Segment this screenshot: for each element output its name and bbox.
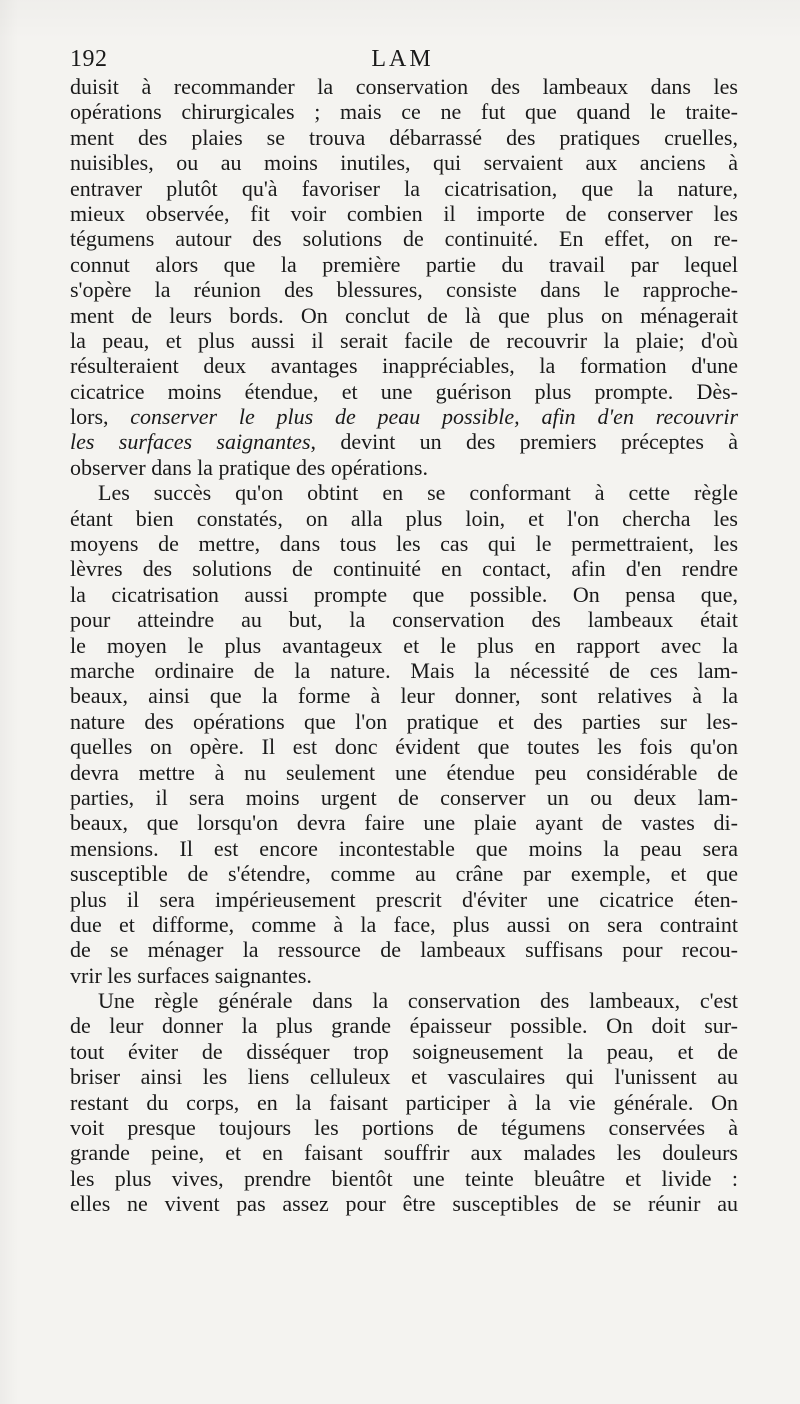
text-line bbox=[70, 633, 738, 658]
text-line bbox=[70, 303, 738, 328]
text-run: beaux, ainsi que la forme à leur donner, sont relatives à la bbox=[70, 683, 738, 709]
text-run: les plus vives, prendre bientôt une teinte bleuâtre et livide : bbox=[70, 1165, 738, 1191]
running-title: LAM bbox=[371, 46, 434, 72]
text-line bbox=[70, 252, 738, 277]
text-run: plus il sera impérieusement prescrit d'éviter une cicatrice éten- bbox=[70, 886, 738, 912]
text-run: elles ne vivent pas assez pour être susceptibles de se réunir au bbox=[70, 1191, 738, 1217]
text-run: opérations chirurgicales ; mais ce ne fut que quand le traite- bbox=[70, 99, 738, 125]
text-line bbox=[70, 353, 738, 378]
text-run: entraver plutôt qu'à favoriser la cicatrisation, que la nature, bbox=[70, 175, 738, 201]
text-run: parties, il sera moins urgent de conserver un ou deux lam- bbox=[70, 784, 738, 810]
page-number: 192 bbox=[70, 46, 108, 72]
text-run: vrir les surfaces saignantes. bbox=[70, 962, 312, 988]
text-line bbox=[70, 150, 738, 175]
text-line bbox=[70, 277, 738, 302]
text-line bbox=[70, 480, 738, 505]
text-line bbox=[70, 99, 738, 124]
text-run: nature des opérations que l'on pratique et des parties sur les- bbox=[70, 708, 738, 734]
text-run: voit presque toujours les portions de tégumens conservées à bbox=[70, 1115, 738, 1141]
text-run: Les succès qu'on obtint en se conformant à cette règle bbox=[98, 480, 738, 506]
text-line bbox=[70, 455, 738, 480]
text-run: restant du corps, en la faisant participer à la vie générale. On bbox=[70, 1089, 738, 1115]
text-line bbox=[70, 963, 738, 988]
text-run: devra mettre à nu seulement une étendue peu considérable de bbox=[70, 759, 738, 785]
text-line bbox=[70, 988, 738, 1013]
text-run: lors, bbox=[70, 404, 131, 430]
text-line bbox=[70, 709, 738, 734]
text-line bbox=[70, 1064, 738, 1089]
text-run: grande peine, et en faisant souffrir aux malades les douleurs bbox=[70, 1140, 738, 1166]
text-line bbox=[70, 556, 738, 581]
text-run: étant bien constatés, on alla plus loin, et l'on chercha les bbox=[70, 505, 738, 531]
text-line bbox=[70, 607, 738, 632]
text-line bbox=[70, 125, 738, 150]
text-line bbox=[70, 861, 738, 886]
text-run: observer dans la pratique des opérations. bbox=[70, 454, 428, 480]
text-line bbox=[70, 760, 738, 785]
text-line bbox=[70, 506, 738, 531]
text-run: la peau, et plus aussi il serait facile de recouvrir la plaie; d'où bbox=[70, 327, 738, 353]
italic-text-run: les surfaces saignantes bbox=[70, 429, 311, 455]
text-line bbox=[70, 1039, 738, 1064]
text-line bbox=[70, 1191, 738, 1216]
italic-text-run: conserver le plus de peau possible, afin d'en recouvrir bbox=[130, 404, 739, 430]
text-line bbox=[70, 1090, 738, 1115]
text-line bbox=[70, 582, 738, 607]
text-line bbox=[70, 734, 738, 759]
text-line bbox=[70, 683, 738, 708]
text-line bbox=[70, 937, 738, 962]
text-run: quelles on opère. Il est donc évident que toutes les fois qu'on bbox=[70, 734, 738, 760]
text-run: nuisibles, ou au moins inutiles, qui servaient aux anciens à bbox=[70, 150, 738, 176]
text-line bbox=[70, 74, 738, 99]
text-line bbox=[70, 1115, 738, 1140]
text-line bbox=[70, 658, 738, 683]
text-line bbox=[70, 887, 738, 912]
text-run: susceptible de s'étendre, comme au crâne par exemple, et que bbox=[70, 861, 738, 887]
text-run: moyens de mettre, dans tous les cas qui le permettraient, les bbox=[70, 531, 738, 557]
text-line bbox=[70, 1013, 738, 1038]
text-run: mensions. Il est encore incontestable que moins la peau sera bbox=[70, 835, 738, 861]
text-run: s'opère la réunion des blessures, consiste dans le rapproche- bbox=[70, 277, 738, 303]
text-line bbox=[70, 226, 738, 251]
text-run: tout éviter de disséquer trop soigneusement la peau, et de bbox=[70, 1038, 738, 1064]
text-run: briser ainsi les liens celluleux et vasculaires qui l'unissent au bbox=[70, 1064, 738, 1090]
text-run: duisit à recommander la conservation des lambeaux dans les bbox=[70, 74, 738, 99]
body-text bbox=[70, 74, 738, 1217]
text-line bbox=[70, 912, 738, 937]
text-run: cicatrice moins étendue, et une guérison plus prompte. Dès- bbox=[70, 378, 738, 404]
running-head bbox=[70, 46, 735, 76]
text-line bbox=[70, 836, 738, 861]
text-line bbox=[70, 201, 738, 226]
text-line bbox=[70, 404, 738, 429]
text-run: beaux, que lorsqu'on devra faire une plaie ayant de vastes di- bbox=[70, 810, 738, 836]
text-line bbox=[70, 1140, 738, 1165]
text-run: la cicatrisation aussi prompte que possible. On pensa que, bbox=[70, 581, 738, 607]
text-run: due et difforme, comme à la face, plus aussi on sera contraint bbox=[70, 911, 738, 937]
text-run: Une règle générale dans la conservation des lambeaux, c'est bbox=[98, 988, 738, 1014]
text-line bbox=[70, 531, 738, 556]
text-run: le moyen le plus avantageux et le plus en rapport avec la bbox=[70, 632, 738, 658]
text-line bbox=[70, 1166, 738, 1191]
text-run: pour atteindre au but, la conservation des lambeaux était bbox=[70, 607, 738, 633]
text-line bbox=[70, 429, 738, 454]
text-run: tégumens autour des solutions de continuité. En effet, on re- bbox=[70, 226, 738, 252]
text-run: marche ordinaire de la nature. Mais la nécessité de ces lam- bbox=[70, 657, 738, 683]
text-run: mieux observée, fit voir combien il importe de conserver les bbox=[70, 200, 738, 226]
text-run: , devint un des premiers préceptes à bbox=[310, 429, 738, 455]
text-run: lèvres des solutions de continuité en contact, afin d'en rendre bbox=[70, 556, 738, 582]
text-run: ment de leurs bords. On conclut de là que plus on ménagerait bbox=[70, 302, 738, 328]
text-line bbox=[70, 785, 738, 810]
text-run: connut alors que la première partie du travail par lequel bbox=[70, 251, 738, 277]
show-through-text bbox=[60, 1234, 750, 1264]
text-line bbox=[70, 176, 738, 201]
text-run: ment des plaies se trouva débarrassé des pratiques cruelles, bbox=[70, 124, 738, 150]
text-line bbox=[70, 810, 738, 835]
text-run: de leur donner la plus grande épaisseur possible. On doit sur- bbox=[70, 1013, 738, 1039]
text-line bbox=[70, 328, 738, 353]
text-run: de se ménager la ressource de lambeaux suffisans pour recou- bbox=[70, 937, 738, 963]
text-run: résulteraient deux avantages inappréciables, la formation d'une bbox=[70, 353, 738, 379]
text-line bbox=[70, 379, 738, 404]
